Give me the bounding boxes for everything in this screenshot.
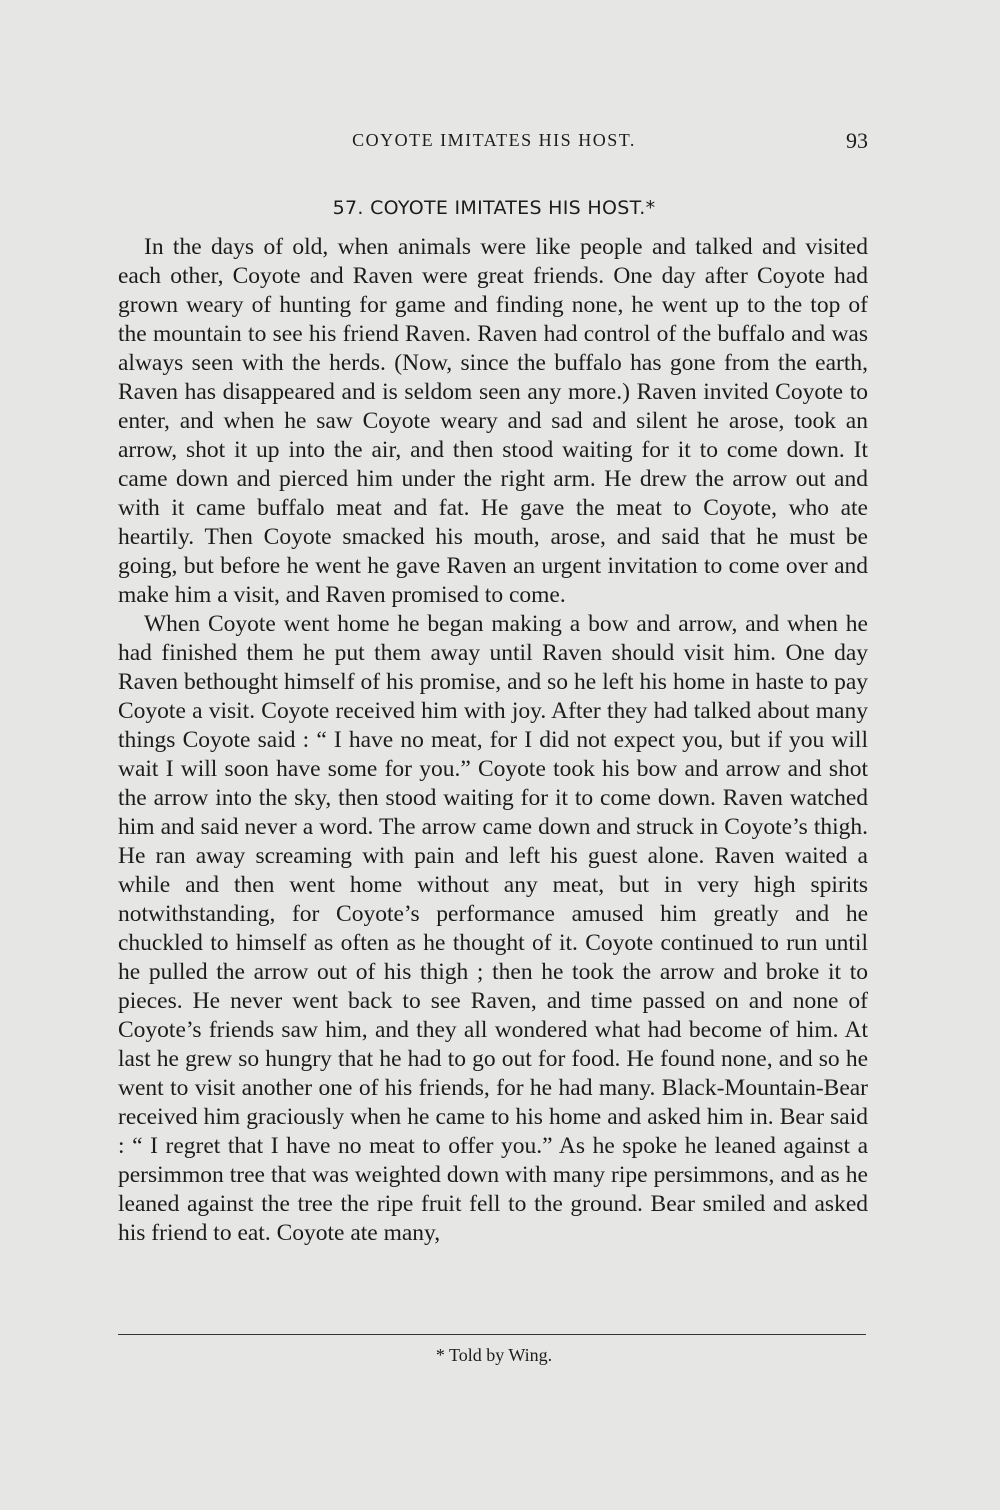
- story-body: [118, 233, 868, 1248]
- footnote: * Told by Wing.: [435, 1345, 553, 1365]
- paragraph: In the days of old, when animals were like people and talked and visited each other, Coyote and Raven were great friends. One day after Coyote had grown weary of hunting for game and finding none, he went up to the top of the mountain to see his friend Raven. Raven had control of the buffalo and was always seen with the herds. (Now, since the buffalo has gone from the earth, Raven has disappeared and is seldom seen any more.) Raven invited Coyote to enter, and when he saw Coyote weary and sad and silent he arose, took an arrow, shot it up into the air, and then stood waiting for it to come down. It came down and pierced him under the right arm. He drew the arrow out and with it came buffalo meat and fat. He gave the meat to Coyote, who ate heartily. Then Coyote smacked his mouth, arose, and said that he must be going, but before he went he gave Raven an urgent invitation to come over and make him a visit, and Raven promised to come.: [118, 234, 868, 608]
- story-title: 57. COYOTE IMITATES HIS HOST.*: [332, 197, 656, 219]
- footnote-divider: [118, 1334, 866, 1335]
- running-title: COYOTE IMITATES HIS HOST.: [352, 130, 636, 150]
- paragraph: When Coyote went home he began making a bow and arrow, and when he had finished them he put them away until Raven should visit him. One day Raven bethought himself of his promise, and so he left his home in haste to pay Coyote a visit. Coyote received him with joy. After they had talked about many things Coyote said : “ I have no meat, for I did not expect you, but if you will wait I will soon have some for you.” Coyote took his bow and arrow and shot the arrow into the sky, then stood waiting for it to come down. Raven watched him and said never a word. The arrow came down and struck in Coyote’s thigh. He ran away screaming with pain and left his guest alone. Raven waited a while and then went home without any meat, but in very high spirits notwithstanding, for Coyote’s performance amused him greatly and he chuckled to himself as often as he thought of it. Coyote continued to run until he pulled the arrow out of his thigh ; then he took the arrow and broke it to pieces. He never went back to see Raven, and time passed on and none of Coyote’s friends saw him, and they all wondered what had become of him. At last he grew so hungry that he had to go out for food. He found none, and so he went to visit another one of his friends, for he had many. Black-Mountain-Bear received him graciously when he came to his home and asked him in. Bear said : “ I regret that I have no meat to offer you.” As he spoke he leaned against a persimmon tree that was weighted down with many ripe persimmons, and as he leaned against the tree the ripe fruit fell to the ground. Bear smiled and asked his friend to eat. Coyote ate many,: [118, 611, 868, 1246]
- page-number: 93: [846, 128, 868, 153]
- running-head: [120, 130, 868, 156]
